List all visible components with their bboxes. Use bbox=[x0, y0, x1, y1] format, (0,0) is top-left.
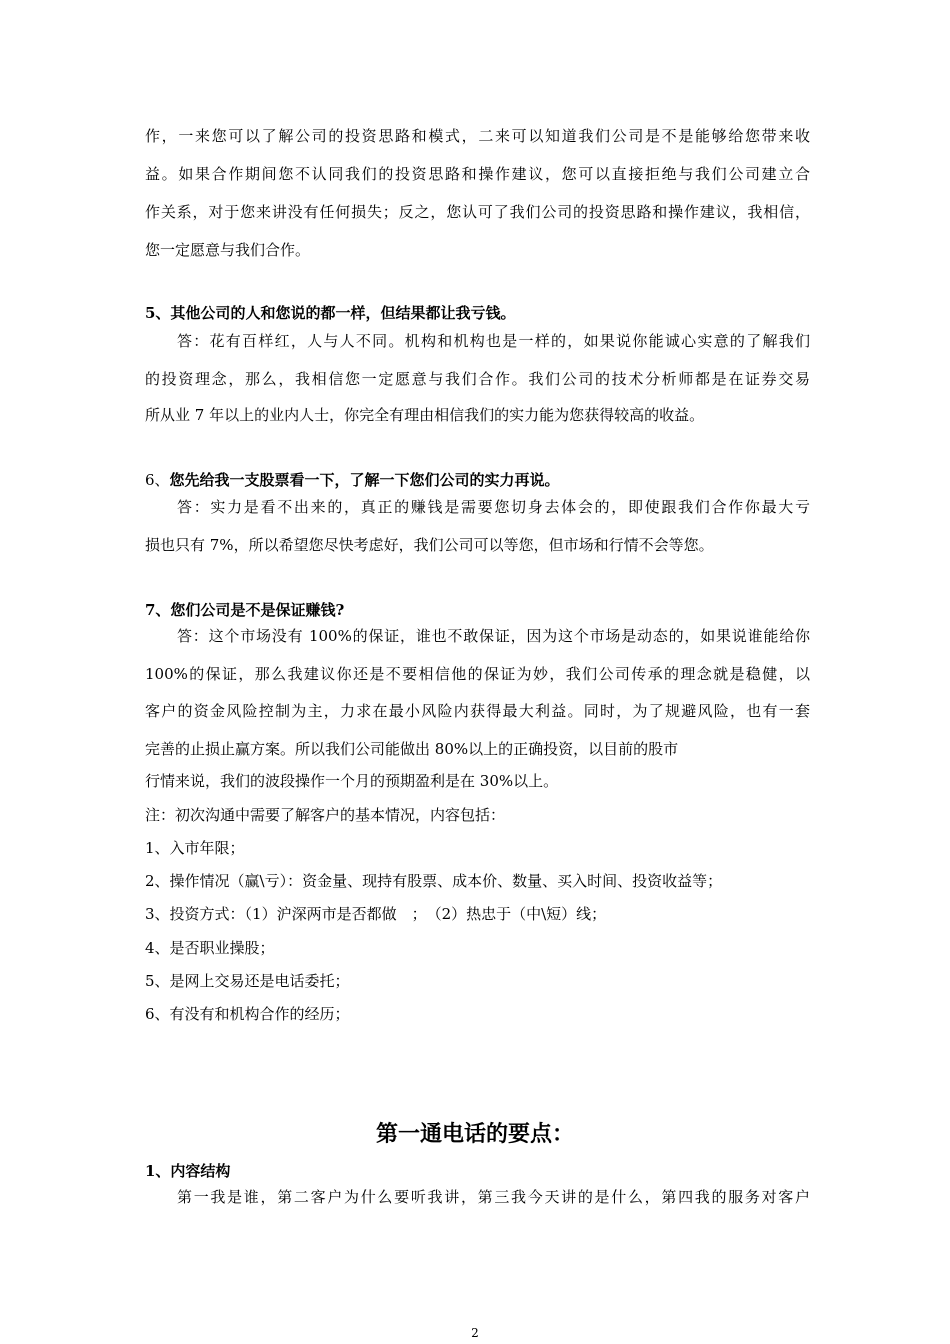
q6-number: 6、 bbox=[145, 471, 170, 489]
note-item-1: 1、入市年限； bbox=[145, 839, 245, 857]
q5-heading: 5、其他公司的人和您说的都一样，但结果都让我亏钱。 bbox=[145, 304, 516, 322]
note-item-5: 5、是网上交易还是电话委托； bbox=[145, 972, 350, 990]
note-item-4: 4、是否职业操股； bbox=[145, 939, 275, 957]
q7-answer-line-3: 客户的资金风险控制为主，力求在最小风险内获得最大利益。同时，为了规避风险，也有一套 bbox=[145, 702, 810, 720]
note-intro: 注：初次沟通中需要了解客户的基本情况，内容包括： bbox=[145, 806, 506, 824]
note-item-6: 6、有没有和机构合作的经历； bbox=[145, 1005, 350, 1023]
q6-title: 您先给我一支股票看一下，了解一下您们公司的实力再说。 bbox=[169, 471, 560, 489]
section-first-line: 第一我是谁，第二客户为什么要听我讲，第三我今天讲的是什么，第四我的服务对客户 bbox=[177, 1188, 810, 1206]
q6-answer-line-1: 答：实力是看不出来的，真正的赚钱是需要您切身去体会的，即使跟我们合作你最大亏 bbox=[177, 498, 810, 516]
q7-answer-line-1: 答：这个市场没有 100%的保证，谁也不敢保证，因为这个市场是动态的，如果说谁能给你 bbox=[177, 627, 810, 645]
section-title: 第一通电话的要点： bbox=[375, 1121, 574, 1147]
note-item-2: 2、操作情况（赢\亏）：资金量、现持有股票、成本价、数量、买入时间、投资收益等； bbox=[145, 872, 723, 890]
q7-answer-line-4: 完善的止损止赢方案。所以我们公司能做出 80%以上的正确投资，以目前的股市 bbox=[145, 740, 679, 758]
q6-answer-line-2: 损也只有 7%，所以希望您尽快考虑好，我们公司可以等您，但市场和行情不会等您。 bbox=[145, 536, 714, 554]
page-number: 2 bbox=[471, 1326, 479, 1340]
intro-line-4: 您一定愿意与我们合作。 bbox=[145, 241, 311, 259]
note-item-3: 3、投资方式：（1）沪深两市是否都做 ； （2）热忠于（中\短）线； bbox=[145, 905, 607, 923]
section-subheading: 1、内容结构 bbox=[145, 1162, 231, 1180]
q7-answer-line-5: 行情来说，我们的波段操作一个月的预期盈利是在 30%以上。 bbox=[145, 772, 559, 790]
intro-line-2: 益。如果合作期间您不认同我们的投资思路和操作建议，您可以直接拒绝与我们公司建立合 bbox=[145, 165, 810, 183]
intro-line-3: 作关系，对于您来讲没有任何损失；反之，您认可了我们公司的投资思路和操作建议，我相信， bbox=[145, 203, 810, 221]
q7-answer-line-2: 100%的保证，那么我建议你还是不要相信他的保证为妙，我们公司传承的理念就是稳健，以 bbox=[145, 665, 810, 683]
q5-answer-line-1: 答：花有百样红，人与人不同。机构和机构也是一样的，如果说你能诚心实意的了解我们 bbox=[177, 332, 810, 350]
q7-heading: 7、您们公司是不是保证赚钱? bbox=[145, 601, 345, 619]
q5-answer-line-3: 所从业 7 年以上的业内人士，你完全有理由相信我们的实力能为您获得较高的收益。 bbox=[145, 406, 705, 424]
q5-answer-line-2: 的投资理念，那么，我相信您一定愿意与我们合作。我们公司的技术分析师都是在证券交易 bbox=[145, 370, 810, 388]
q6-heading bbox=[145, 470, 560, 490]
intro-line-1: 作，一来您可以了解公司的投资思路和模式，二来可以知道我们公司是不是能够给您带来收 bbox=[145, 127, 810, 145]
